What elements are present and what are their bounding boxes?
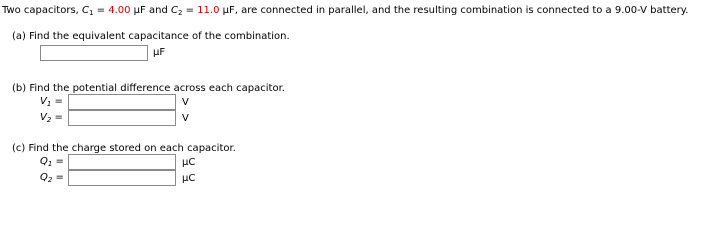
problem-prefix: Two capacitors, [2, 5, 83, 16]
v1-input[interactable] [68, 94, 176, 110]
c2-equals: = [182, 5, 198, 16]
part-a-capacitance-input[interactable] [40, 45, 148, 61]
c1-value: 4.00 [108, 5, 131, 16]
c2-symbol: C [170, 5, 178, 16]
part-b-question: (b) Find the potential difference across each capacitor. [12, 83, 285, 94]
part-c-question: (c) Find the charge stored on each capacitor. [12, 143, 236, 154]
v2-label: $V_2$ = [40, 112, 63, 124]
part-a-unit: µF [153, 47, 166, 58]
v2-input[interactable] [68, 110, 176, 126]
q1-unit: µC [182, 157, 196, 168]
problem-statement [2, 4, 688, 17]
c2-subscript: 2 [177, 9, 183, 17]
q1-label: $Q_1$ = [40, 156, 64, 168]
q2-unit: µC [182, 173, 196, 184]
v1-unit: V [182, 97, 189, 108]
c1-subscript: 1 [89, 9, 94, 17]
q2-input[interactable] [68, 170, 176, 186]
c1-symbol: C [82, 5, 90, 16]
q2-label: $Q_2$ = [40, 172, 64, 184]
part-a-question: (a) Find the equivalent capacitance of the combination. [12, 31, 290, 42]
c2-value: 11.0 [197, 5, 220, 16]
c1-equals: = [93, 5, 109, 16]
q1-input[interactable] [68, 154, 176, 170]
v2-unit: V [182, 113, 189, 124]
c2-unit-text: µF, are connected in parallel, and the resulting combination is connected to a 9.00-V battery. [219, 5, 689, 16]
c1-unit-text: µF and [130, 5, 171, 16]
v1-label: $V_1$ = [40, 96, 63, 108]
